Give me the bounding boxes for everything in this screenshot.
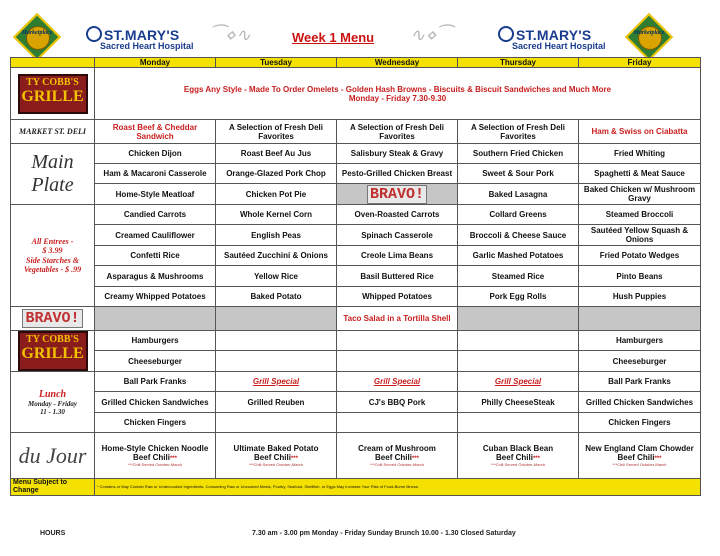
hospital-logo-right: ST.MARY'S Sacred Heart Hospital xyxy=(498,26,606,51)
soup-cell xyxy=(216,433,337,479)
entree-item: Southern Fried Chicken xyxy=(458,144,579,164)
pricing-cell xyxy=(11,205,95,307)
lunch-item xyxy=(458,331,579,351)
side-item: Whipped Potatoes xyxy=(337,287,458,307)
chili-note: ***Chili Served October-March xyxy=(248,461,304,467)
grill-special-label: Grill Special xyxy=(216,372,337,392)
lunch-item: Cheeseburger xyxy=(95,351,216,372)
soup-name: Home-Style Chicken Noodle xyxy=(101,443,209,453)
bravo-item xyxy=(458,307,579,331)
lunch-item: Hamburgers xyxy=(95,331,216,351)
lunch-item: CJ's BBQ Pork xyxy=(337,392,458,413)
market-st-deli-logo: MARKET ST. DELI xyxy=(18,127,87,137)
day-friday: Friday xyxy=(579,58,701,68)
day-header-blank xyxy=(11,58,95,68)
sides-label: Side Starches & xyxy=(26,255,79,265)
side-item: Creamy Whipped Potatoes xyxy=(95,287,216,307)
grille-logo-cell xyxy=(11,331,95,372)
soup-cell xyxy=(579,433,701,479)
bravo-item: Taco Salad in a Tortilla Shell xyxy=(337,307,458,331)
lunch-item xyxy=(458,413,579,433)
breakfast-description: Eggs Any Style - Made To Order Omelets - Golden Hash Browns - Biscuits & Biscuit Sandwiches and Much More xyxy=(183,84,612,94)
lunch-row xyxy=(11,392,701,413)
hours-text: 7.30 am - 3.00 pm Monday - Friday Sunday Brunch 10.00 - 1.30 Closed Saturday xyxy=(252,530,516,537)
entree-item: Sweet & Sour Pork xyxy=(458,164,579,184)
soup-cell xyxy=(458,433,579,479)
cutlery-decoration-right: ∿⋄⁀ xyxy=(410,25,451,45)
side-item: Hush Puppies xyxy=(579,287,701,307)
entree-item: Chicken Dijon xyxy=(95,144,216,164)
entree-row xyxy=(11,164,701,184)
day-header-row xyxy=(11,58,701,68)
entree-item: Fried Whiting xyxy=(579,144,701,164)
entrees-label: All Entrees - xyxy=(31,236,74,246)
breakfast-cell xyxy=(95,68,701,120)
chili-note: ***Chili Served October-March xyxy=(369,461,425,467)
side-row xyxy=(11,225,701,246)
side-item: Spinach Casserole xyxy=(337,225,458,246)
side-item: Creole Lima Beans xyxy=(337,246,458,266)
main-plate-logo: Main Plate xyxy=(31,151,74,197)
chili-line: Beef Chili*** xyxy=(254,453,298,463)
side-item: Asparagus & Mushrooms xyxy=(95,266,216,287)
side-item: English Peas xyxy=(216,225,337,246)
grill-special-label: Grill Special xyxy=(337,372,458,392)
grill-special-label: Grill Special xyxy=(458,372,579,392)
grille-logo-cell xyxy=(11,68,95,120)
bravo-item xyxy=(579,307,701,331)
hours-label: HOURS xyxy=(40,530,66,537)
lunch-item: Chicken Fingers xyxy=(95,413,216,433)
lunch-row xyxy=(11,372,701,392)
lunch-item xyxy=(216,331,337,351)
side-item: Pinto Beans xyxy=(579,266,701,287)
lunch-item: Ball Park Franks xyxy=(95,372,216,392)
lunch-row xyxy=(11,331,701,351)
breakfast-hours: Monday - Friday 7.30-9.30 xyxy=(348,93,447,103)
deli-row xyxy=(11,120,701,144)
entree-item: Chicken Pot Pie xyxy=(216,184,337,205)
side-item: Confetti Rice xyxy=(95,246,216,266)
entree-item: Baked Lasagna xyxy=(458,184,579,205)
ty-cobbs-grille-logo: TY COBB'S GRILLE xyxy=(18,74,88,114)
soup-cell xyxy=(337,433,458,479)
du-jour-logo-cell xyxy=(11,433,95,479)
lunch-item: Cheeseburger xyxy=(579,351,701,372)
soup-name: Ultimate Baked Potato xyxy=(233,443,319,453)
breakfast-row xyxy=(11,68,701,120)
chili-note: ***Chili Served October-March xyxy=(612,461,667,467)
side-item: Whole Kernel Corn xyxy=(216,205,337,225)
chili-line: Beef Chili*** xyxy=(617,453,662,463)
deli-item: Ham & Swiss on Ciabatta xyxy=(579,120,701,144)
side-row xyxy=(11,266,701,287)
deli-item: A Selection of Fresh Deli Favorites xyxy=(216,120,337,144)
side-item: Oven-Roasted Carrots xyxy=(337,205,458,225)
lunch-item xyxy=(458,351,579,372)
entrees-price: $ 3.99 xyxy=(42,246,63,256)
cutlery-decoration-left: ⁀⋄∿ xyxy=(210,25,251,45)
menu-subject-to-change: Menu Subject to Change xyxy=(11,479,95,496)
ty-cobbs-grille-logo: TY COBB'S GRILLE xyxy=(18,331,88,371)
sides-price: Vegetables - $ .99 xyxy=(23,265,82,275)
lunch-item xyxy=(337,331,458,351)
day-thursday: Thursday xyxy=(458,58,579,68)
side-item: Sautéed Yellow Squash & Onions xyxy=(579,225,701,246)
entree-row xyxy=(11,184,701,205)
lunch-days: Monday - Friday xyxy=(28,399,77,408)
entree-item: Spaghetti & Meat Sauce xyxy=(579,164,701,184)
side-item: Sautéed Zucchini & Onions xyxy=(216,246,337,266)
lunch-item xyxy=(337,413,458,433)
du-jour-logo: du Jour xyxy=(18,442,87,468)
chili-line: Beef Chili*** xyxy=(375,453,419,463)
lunch-row xyxy=(11,351,701,372)
soup-name: New England Clam Chowder xyxy=(585,443,694,453)
side-item: Basil Buttered Rice xyxy=(337,266,458,287)
deli-item: A Selection of Fresh Deli Favorites xyxy=(458,120,579,144)
entree-item: Pesto-Grilled Chicken Breast xyxy=(337,164,458,184)
side-item: Garlic Mashed Potatoes xyxy=(458,246,579,266)
entree-item: Roast Beef Au Jus xyxy=(216,144,337,164)
bravo-logo-cell xyxy=(11,307,95,331)
side-item: Yellow Rice xyxy=(216,266,337,287)
side-item: Steamed Broccoli xyxy=(579,205,701,225)
chili-note: ***Chili Served October-March xyxy=(490,461,546,467)
soup-name: Cuban Black Bean xyxy=(482,443,554,453)
soup-cell xyxy=(95,433,216,479)
hospital-icon xyxy=(498,26,514,42)
footer-row xyxy=(11,479,701,496)
day-monday: Monday xyxy=(95,58,216,68)
lunch-item xyxy=(216,413,337,433)
side-item: Steamed Rice xyxy=(458,266,579,287)
hospital-logo-left: ST.MARY'S Sacred Heart Hospital xyxy=(86,26,194,51)
main-plate-logo-cell xyxy=(11,144,95,205)
side-item: Creamed Cauliflower xyxy=(95,225,216,246)
food-safety-disclaimer: * Contains or May Contain Raw or Undercooked Ingredients. Consuming Raw or Uncooked Meats, Poultry, Seafood, Shellfish, or Eggs May Increase Your Risk of Food-Borne Illness. xyxy=(95,479,701,496)
deli-item: Roast Beef & Cheddar Sandwich xyxy=(95,120,216,144)
entree-item: Baked Chicken w/ Mushroom Gravy xyxy=(579,184,701,205)
lunch-item xyxy=(216,351,337,372)
entree-row xyxy=(11,144,701,164)
entree-item: Ham & Macaroni Casserole xyxy=(95,164,216,184)
lunch-hours-cell xyxy=(11,372,95,433)
chili-line: Beef Chili*** xyxy=(496,453,540,463)
side-item: Broccoli & Cheese Sauce xyxy=(458,225,579,246)
bravo-item xyxy=(95,307,216,331)
side-row xyxy=(11,287,701,307)
soup-name: Cream of Mushroom xyxy=(358,443,436,453)
lunch-item: Grilled Reuben xyxy=(216,392,337,413)
side-item: Collard Greens xyxy=(458,205,579,225)
page-title: Week 1 Menu xyxy=(292,30,375,45)
day-tuesday: Tuesday xyxy=(216,58,337,68)
soup-row xyxy=(11,433,701,479)
bravo-logo: BRAVO! xyxy=(367,185,427,204)
menu-table xyxy=(10,57,701,496)
bravo-row xyxy=(11,307,701,331)
entree-item: Orange-Glazed Pork Chop xyxy=(216,164,337,184)
lunch-item: Grilled Chicken Sandwiches xyxy=(95,392,216,413)
side-row xyxy=(11,205,701,225)
bravo-logo: BRAVO! xyxy=(22,309,82,328)
chili-line: Beef Chili*** xyxy=(133,453,177,463)
chili-note: ***Chili Served October-March xyxy=(127,461,183,467)
lunch-item: Hamburgers xyxy=(579,331,701,351)
deli-item: A Selection of Fresh Deli Favorites xyxy=(337,120,458,144)
bravo-entree-cell xyxy=(337,184,458,205)
lunch-item: Grilled Chicken Sandwiches xyxy=(579,392,701,413)
side-item: Fried Potato Wedges xyxy=(579,246,701,266)
side-item: Candied Carrots xyxy=(95,205,216,225)
lunch-item: Philly CheeseSteak xyxy=(458,392,579,413)
side-row xyxy=(11,246,701,266)
side-item: Baked Potato xyxy=(216,287,337,307)
lunch-label: Lunch xyxy=(38,388,67,400)
lunch-time: 11 - 1.30 xyxy=(40,407,65,416)
entree-item: Salisbury Steak & Gravy xyxy=(337,144,458,164)
lunch-item xyxy=(337,351,458,372)
lunch-item: Chicken Fingers xyxy=(579,413,701,433)
page-header xyxy=(0,0,720,58)
marketplace-logo-left: Marketplace xyxy=(14,18,60,52)
marketplace-logo-right: Marketplace xyxy=(626,18,672,52)
bravo-item xyxy=(216,307,337,331)
hospital-icon xyxy=(86,26,102,42)
lunch-item: Ball Park Franks xyxy=(579,372,701,392)
day-wednesday: Wednesday xyxy=(337,58,458,68)
deli-logo-cell xyxy=(11,120,95,144)
lunch-row xyxy=(11,413,701,433)
side-item: Pork Egg Rolls xyxy=(458,287,579,307)
entree-item: Home-Style Meatloaf xyxy=(95,184,216,205)
